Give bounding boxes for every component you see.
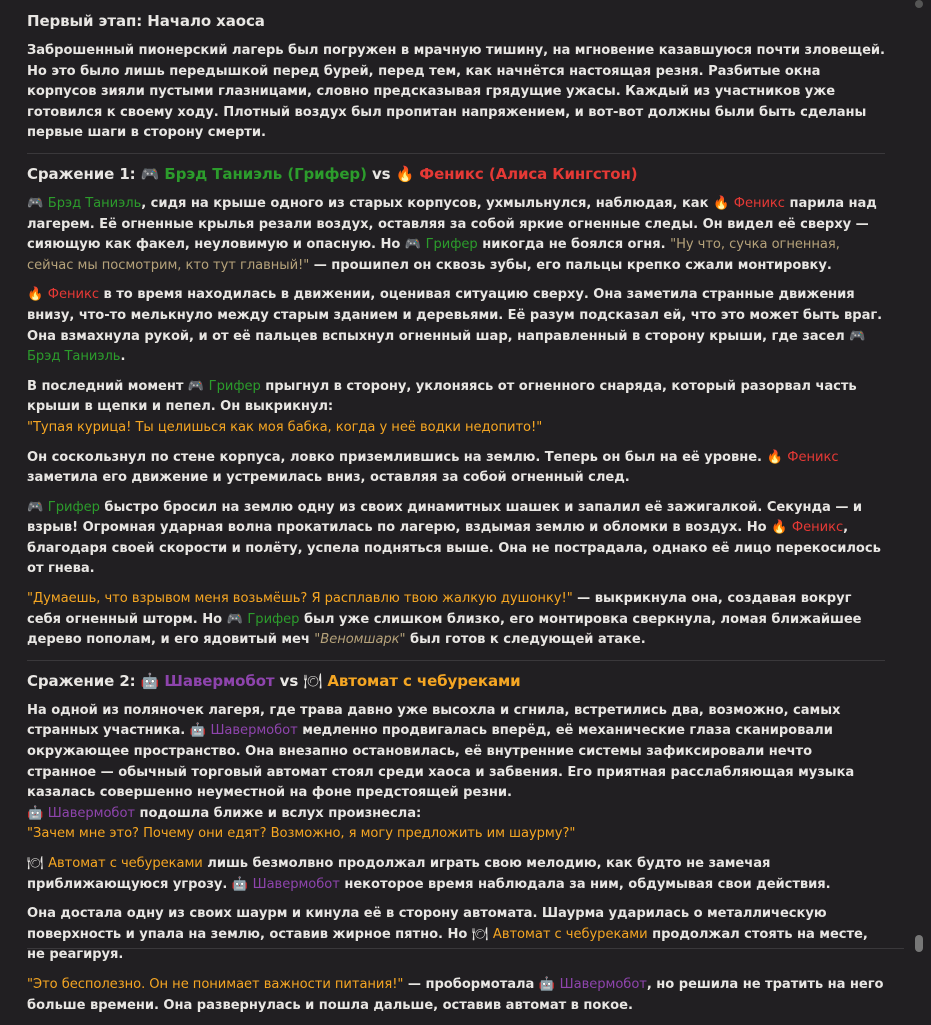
- stage-title: Первый этап: Начало хаоса: [27, 12, 265, 30]
- fire-icon: 🔥: [27, 287, 44, 303]
- divider: [27, 660, 885, 661]
- character-name: Брэд Таниэль: [47, 195, 142, 211]
- character-name: Шавермобот: [210, 723, 298, 739]
- fighter-name: Феникс (Алиса Кингстон): [419, 164, 638, 183]
- quote: "Зачем мне это? Почему они едят? Возможно, я могу предложить им шаурму?": [27, 826, 576, 842]
- gamepad-icon: 🎮: [226, 611, 243, 627]
- character-name: Шавермобот: [559, 976, 647, 992]
- character-name: Феникс: [733, 195, 785, 211]
- character-name: Шавермобот: [252, 876, 340, 892]
- gamepad-icon: 🎮: [187, 378, 205, 394]
- fighter-name: Шавермобот: [164, 671, 275, 690]
- robot-icon: 🤖: [231, 876, 249, 892]
- intro-paragraph: Заброшенный пионерский лагерь был погружен в мрачную тишину, на мгновение казавшуюся почти зловещей. Но это было лишь передышкой перед бурей, перед тем, как начнётся настоящая резня. Разбитые окна корпусов зияли пустыми глазницами, словно предсказывая грядущие ужасы. Каждый из участников уже готовился к своему ходу. Плотный воздух был пропитан напряжением, и вот-вот должны были быть сделаны первые шаги в сторону смерти.: [27, 43, 885, 141]
- quote: "Тупая курица! Ты целишься как моя бабка, когда у неё водки недопито!": [27, 419, 543, 435]
- weapon-name: "Веномшарк": [314, 632, 406, 648]
- character-name: Автомат с чебуреками: [492, 926, 648, 942]
- quote: "Это бесполезно. Он не понимает важности питания!": [27, 976, 404, 992]
- character-name: Грифер: [47, 499, 100, 515]
- gamepad-icon: 🎮: [27, 195, 44, 211]
- battle2-paragraph-1: На одной из поляночек лагеря, где трава давно уже высохла и сгнила, встретились два, возможно, самых странных участника. 🤖 Шавермобот медленно продвигалась вперёд, её механические глаза сканировали окружающее пространство. Она внезапно остановилась, её внутренние системы зафиксировали нечто странное — обычный торговый автомат стоял среди хаоса и забвения. Его приятная расслабляющая музыка казалась совершенно неуместной на фоне предстоящей резни. 🤖 Шавермобот подошла ближе и вслух произнесла: "Зачем мне это? Почему они едят? Возможно, я могу предложить им шаурму?": [27, 702, 855, 842]
- character-name: Феникс: [791, 520, 844, 536]
- battle2-paragraph-4: "Это бесполезно. Он не понимает важности питания!" — пробормотала 🤖 Шавермобот, но решила не тратить на него больше времени. Она развернулась и пошла дальше, оставив автомат в покое.: [27, 976, 884, 1013]
- fire-icon: 🔥: [395, 164, 415, 183]
- scrollbar-top[interactable]: [915, 0, 923, 8]
- divider: [27, 948, 904, 949]
- character-name: Феникс: [47, 287, 99, 303]
- story-content: [27, 10, 885, 1025]
- battle1-paragraph-4: Он соскользнул по стене корпуса, ловко приземлившись на землю. Теперь он был на её уровне. 🔥 Феникс заметила его движение и устремилась вниз, оставляя за собой огненный след.: [27, 449, 839, 486]
- character-name: Грифер: [208, 378, 261, 394]
- scrollbar-thumb[interactable]: [915, 935, 923, 952]
- robot-icon: 🤖: [538, 976, 556, 992]
- scrollbar[interactable]: [915, 0, 923, 952]
- character-name: Грифер: [247, 611, 300, 627]
- gamepad-icon: 🎮: [140, 164, 160, 183]
- character-name: Шавермобот: [47, 805, 135, 821]
- battle2-paragraph-2: 🍽 Автомат с чебуреками лишь безмолвно продолжал играть свою мелодию, как будто не замечая приближающуюся угрозу. 🤖 Шавермобот некоторое время наблюдала за ним, обдумывая свои действия.: [27, 856, 831, 892]
- quote: "Думаешь, что взрывом меня возьмёшь? Я расплавлю твою жалкую душонку!": [27, 591, 573, 607]
- food-icon: 🍽: [303, 671, 323, 690]
- character-name: Автомат с чебуреками: [48, 856, 203, 871]
- battle1-paragraph-1: 🎮 Брэд Таниэль, сидя на крыше одного из старых корпусов, ухмыльнулся, наблюдая, как 🔥 Феникс парила над лагерем. Её огненные крылья резали воздух, оставляя за собой яркие огненные следы. Он видел её сверху — сияющую как факел, неуловимую и опасную. Но 🎮 Грифер никогда не боялся огня. "Ну что, сучка огненная, сейчас мы посмотрим, кто тут главный!" — прошипел он сквозь зубы, его пальцы крепко сжали монтировку.: [27, 195, 877, 273]
- robot-icon: 🤖: [140, 671, 160, 690]
- robot-icon: 🤖: [27, 805, 44, 821]
- food-icon: 🍽: [471, 926, 489, 942]
- divider: [27, 153, 885, 154]
- fire-icon: 🔥: [712, 195, 730, 211]
- battle1-paragraph-5: 🎮 Грифер быстро бросил на землю одну из своих динамитных шашек и запалил её зажигалкой. Секунда — и взрыв! Огромная ударная волна прокатилась по лагерю, вздымая землю и обломки в воздух. Но 🔥 Феникс, благодаря своей скорости и полёту, успела подняться выше. Она не пострадала, однако её лицо перекосилось от гнева.: [27, 499, 881, 577]
- battle1-paragraph-3: В последний момент 🎮 Грифер прыгнул в сторону, уклоняясь от огненного снаряда, который разорвал часть крыши в щепки и пепел. Он выкрикнул: "Тупая курица! Ты целишься как моя бабка, когда у неё водки недопито!": [27, 378, 857, 435]
- quote: "Ну что, сучка огненная, сейчас мы посмотрим, кто тут главный!": [27, 237, 840, 273]
- vs-label: vs: [279, 671, 299, 690]
- character-name: Феникс: [787, 449, 839, 465]
- battle1-title: Сражение 1: 🎮 Брэд Таниэль (Грифер) vs 🔥 Феникс (Алиса Кингстон): [27, 164, 638, 183]
- food-icon: 🍽: [27, 856, 44, 871]
- battle1-paragraph-2: 🔥 Феникс в то время находилась в движении, оценивая ситуацию сверху. Она заметила странные движения внизу, что-то мелькнуло между старым зданием и деревьями. Её разум подсказал ей, что это может быть враг. Она взмахнула рукой, и от её пальцев вспыхнул огненный шар, направленный в сторону крыши, где засел 🎮 Брэд Таниэль.: [27, 287, 883, 365]
- battle2-title: Сражение 2: 🤖 Шавермобот vs 🍽 Автомат с чебуреками: [27, 671, 521, 690]
- fire-icon: 🔥: [771, 520, 788, 536]
- character-name: Грифер: [425, 237, 478, 253]
- character-name: Брэд Таниэль: [27, 349, 121, 365]
- battle2-paragraph-3: Она достала одну из своих шаурм и кинула её в сторону автомата. Шаурма ударилась о металлическую поверхность и упала на землю, оставив жирное пятно. Но 🍽 Автомат с чебуреками продолжал стоять на месте, не реагируя.: [27, 906, 868, 963]
- gamepad-icon: 🎮: [404, 237, 422, 253]
- battle1-paragraph-6: "Думаешь, что взрывом меня возьмёшь? Я расплавлю твою жалкую душонку!" — выкрикнула она, создавая вокруг себя огненный шторм. Но 🎮 Грифер был уже слишком близко, его монтировка сверкнула, ломая ближайшее дерево пополам, и его ядовитый меч "Веномшарк" был готов к следующей атаке.: [27, 591, 862, 648]
- fighter-name: Автомат с чебуреками: [327, 671, 521, 690]
- robot-icon: 🤖: [189, 723, 206, 739]
- vs-label: vs: [371, 164, 391, 183]
- fire-icon: 🔥: [766, 449, 783, 465]
- fighter-name: Брэд Таниэль (Грифер): [164, 164, 367, 183]
- gamepad-icon: 🎮: [27, 499, 44, 515]
- gamepad-icon: 🎮: [849, 328, 866, 344]
